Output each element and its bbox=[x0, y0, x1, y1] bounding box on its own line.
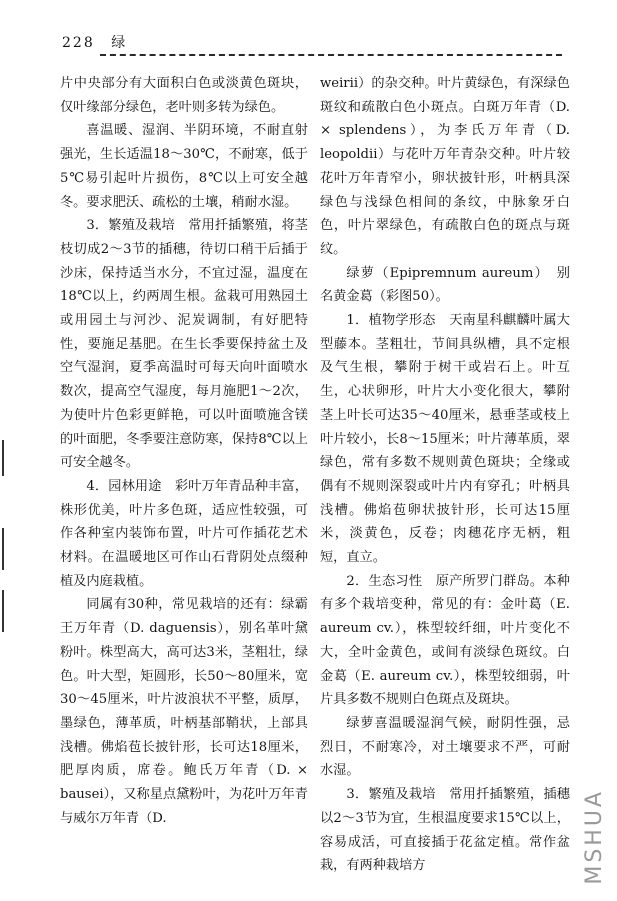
paragraph: 3．繁殖及栽培 常用扦插繁殖，将茎枝切成2～3节的插穗，待切口稍干后插于沙床，保持适当水分，不宜过湿，温度在18℃以上，约两周生根。盆栽可用熟园土或用园土与河沙、泥炭调制，有好肥特性，要施足基肥。在生长季要保持盆土及空气湿润，夏季高温时可每天向叶面喷水数次，提高空气湿度，每月施肥1～2次，为使叶片色彩更鲜艳，可以叶面喷施含镁的叶面肥，冬季要注意防寒，保持8℃以上可安全越冬。 bbox=[60, 218, 308, 471]
paragraph: weirii）的杂交种。叶片黄绿色，有深绿色斑纹和疏散白色小斑点。白斑万年青（D. × splendens），为李氏万年青（D. leopoldii）与花叶万年青杂交种。叶片较花叶万年青窄小，卵状披针形，叶柄具深绿色与浅绿色相间的条纹，中脉象牙白色，叶片翠绿色，有疏散白色的斑点与斑纹。 bbox=[320, 76, 570, 257]
header-rule bbox=[100, 54, 562, 56]
page-number: 228 bbox=[62, 35, 95, 51]
paragraph: 喜温暖、湿润、半阴环境，不耐直射强光，生长适温18～30℃，不耐寒，低于5℃易引起叶片损伤，8℃以上可安全越冬。要求肥沃、疏松的土壤，稍耐水湿。 bbox=[60, 123, 308, 210]
margin-mark bbox=[2, 440, 4, 476]
paragraph: 片中央部分有大面积白色或淡黄色斑块，仅叶缘部分绿色，老叶则多转为绿色。 bbox=[60, 76, 308, 115]
section-title: 绿 bbox=[111, 35, 128, 51]
right-column bbox=[320, 72, 570, 878]
paragraph: 绿萝（Epipremnum aureum） 别名黄金葛（彩图50）。 bbox=[320, 265, 570, 305]
margin-mark bbox=[2, 528, 4, 570]
paragraph: 3．繁殖及栽培 常用扦插繁殖，插穗以2～3节为宜，生根温度要求15℃以上，容易成活，可直接插于花盆定植。常作盆栽，有两种栽培方 bbox=[320, 787, 570, 874]
paragraph: 1．植物学形态 天南星科麒麟叶属大型藤本。茎粗壮，节间具纵槽，具不定根及气生根，攀附于树干或岩石上。叶互生，心状卵形，叶片大小变化很大，攀附茎上叶长可达35～40厘米，悬垂茎或枝上叶片较小，长8～15厘米；叶片薄革质，翠绿色，常有多数不规则黄色斑块；全缘或偶有不规则深裂或叶片内有穿孔；叶柄具浅槽。佛焰苞卵状披针形，长可达15厘米，淡黄色，反卷；肉穗花序无柄，粗短，直立。 bbox=[320, 313, 570, 566]
left-column bbox=[60, 72, 308, 831]
paragraph: 2．生态习性 原产所罗门群岛。本种有多个栽培变种，常见的有：金叶葛（E. aureum cv.），株型较纤细，叶片变化不大，全叶金黄色，或间有淡绿色斑纹。白金葛（E. aureum cv.），株型较细弱，叶片具多数不规则白色斑点及斑块。 bbox=[320, 573, 570, 708]
watermark: MSHUA bbox=[582, 789, 607, 885]
paragraph: 绿萝喜温暖湿润气候，耐阴性强，忌烈日，不耐寒冷，对土壤要求不严，可耐水湿。 bbox=[320, 715, 570, 779]
running-header bbox=[62, 32, 127, 52]
paragraph: 同属有30种，常见栽培的还有：绿霸王万年青（D. daguensis），别名革叶黛粉叶。株型高大，高可达3米，茎粗壮，绿色。叶大型，矩圆形，长50～80厘米，宽30～45厘米，叶片波浪状不平整，质厚，墨绿色，薄革质，叶柄基部鞘状，上部具浅槽。佛焰苞长披针形，长可达18厘米，肥厚肉质，席卷。鲍氏万年青（D. × bausei），又称星点黛粉叶，为花叶万年青与威尔万年青（D. bbox=[60, 597, 308, 826]
margin-mark bbox=[2, 590, 4, 632]
paragraph: 4．园林用途 彩叶万年青品种丰富，株形优美，叶片多色斑，适应性较强，可作各种室内装饰布置，叶片可作插花艺术材料。在温暖地区可作山石背阴处点缀种植及内庭栽植。 bbox=[60, 478, 308, 589]
